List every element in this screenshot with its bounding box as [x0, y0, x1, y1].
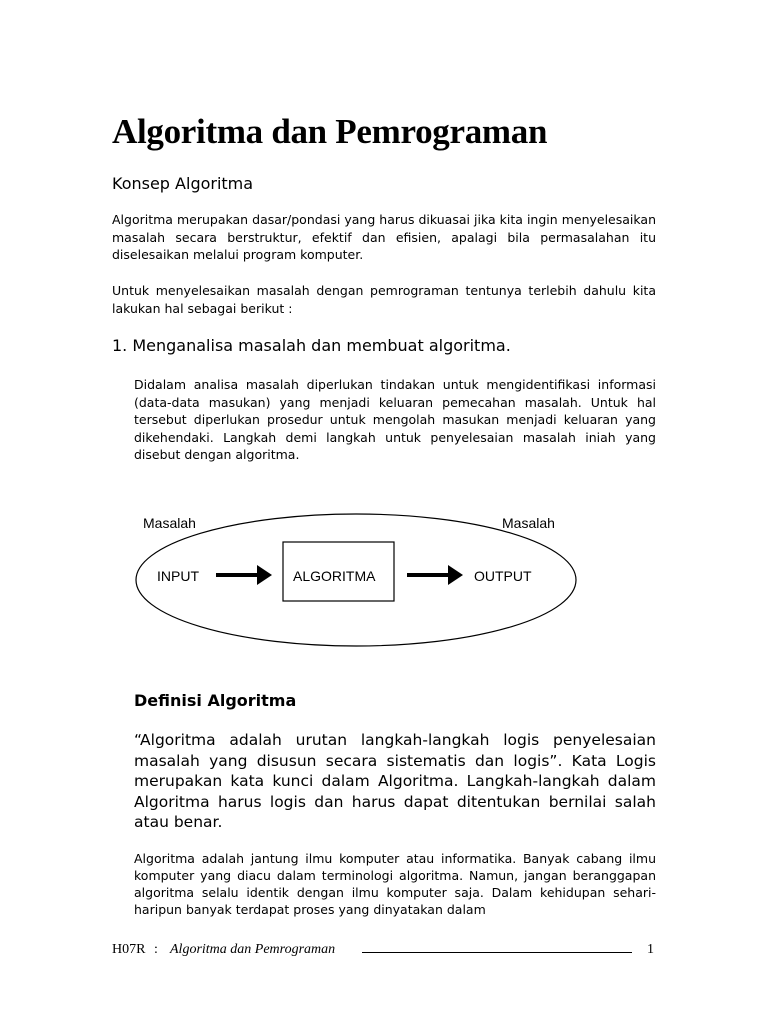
footer-title: Algoritma dan Pemrograman — [170, 942, 336, 957]
steps-intro-paragraph: Untuk menyelesaikan masalah dengan pemrograman tentunya terlebih dahulu kita lakukan hal sebagai berikut : — [112, 283, 656, 316]
arrow-output-head — [448, 565, 463, 585]
footer-separator: : — [154, 942, 158, 957]
output-label: OUTPUT — [474, 568, 532, 584]
footer-rule — [362, 952, 632, 953]
algorithm-diagram — [120, 505, 590, 655]
page-footer — [112, 942, 656, 962]
input-label: INPUT — [157, 568, 199, 584]
computer-science-paragraph: Algoritma adalah jantung ilmu komputer atau informatika. Banyak cabang ilmu komputer yang diacu dalam terminologi algoritma. Namun, jangan beranggapan algoritma selalu identik dengan ilmu komputer saja. Dalam kehidupan sehari-haripun banyak terdapat proses yang dinyatakan dalam — [134, 851, 656, 917]
intro-paragraph: Algoritma merupakan dasar/pondasi yang harus dikuasai jika kita ingin menyelesaikan masalah secara berstruktur, efektif dan efisien, apalagi bila permasalahan itu diselesaikan melalui program komputer. — [112, 212, 656, 262]
analysis-paragraph: Didalam analisa masalah diperlukan tindakan untuk mengidentifikasi informasi (data-data masukan) yang menjadi keluaran pemecahan masalah. Untuk hal tersebut diperlukan prosedur untuk mengolah masukan menjadi keluaran yang dikehendaki. Langkah demi langkah untuk penyelesaian masalah iniah yang disebut dengan algoritma. — [134, 377, 656, 462]
definition-heading: Definisi Algoritma — [134, 691, 297, 710]
arrow-input-head — [257, 565, 272, 585]
definition-paragraph: “Algoritma adalah urutan langkah-langkah logis penyelesaian masalah yang disusun secara sistematis dan logis”. Kata Logis merupakan kata kunci dalam Algoritma. Langkah-langkah dalam Algoritma harus logis dan harus dapat ditentukan bernilai salah atau benar. — [134, 731, 656, 831]
document-title: Algoritma dan Pemrograman — [112, 112, 548, 151]
masalah-label-right: Masalah — [502, 515, 555, 531]
section-heading: Konsep Algoritma — [112, 174, 254, 193]
algoritma-label: ALGORITMA — [293, 568, 376, 584]
numbered-heading: 1. Menganalisa masalah dan membuat algoritma. — [112, 336, 511, 355]
footer-code: H07R — [112, 942, 146, 957]
masalah-label-left: Masalah — [143, 515, 196, 531]
page-number: 1 — [647, 942, 654, 957]
